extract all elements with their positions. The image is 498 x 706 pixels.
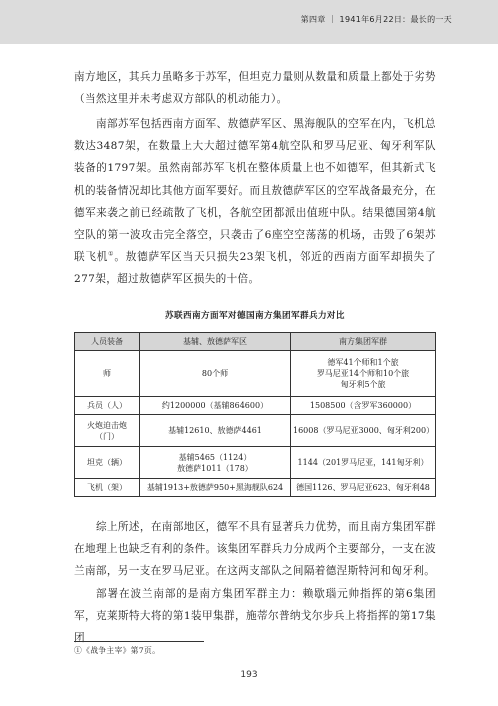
table-row-tanks <box>75 447 436 479</box>
table-row-personnel <box>75 397 436 415</box>
table-header-row <box>75 333 436 351</box>
row-label-line: （门） <box>95 431 119 441</box>
paragraph-2 <box>74 113 436 291</box>
paragraph-2-tail: 。敖德萨军区当天只损失23架飞机，邻近的西南方面军却损失了277架，超过敖德萨军区损失的十倍。 <box>74 251 436 286</box>
table-title: 苏联西南方面军对德国南方集团军群兵力对比 <box>165 311 345 321</box>
german-cell: 1144（201罗马尼亚，141匈牙利） <box>291 447 436 479</box>
paragraph-1: 南方地区，其兵力虽略多于苏军，但坦克力量则从数量和质量上都处于劣势（当然这里并未考虑双方部队的机动能力）。 <box>74 71 436 106</box>
footnote-divider <box>74 641 204 642</box>
german-cell: 16008（罗马尼亚3000、匈牙利200） <box>291 415 436 447</box>
soviet-cell: 80个师 <box>140 351 291 397</box>
paragraph-block-2 <box>74 113 436 291</box>
german-cell: 德国1126、罗马尼亚623、匈牙利48 <box>291 479 436 497</box>
header-cell-equipment: 人员装备 <box>75 333 140 351</box>
row-label: 兵员（人） <box>75 397 140 415</box>
row-label: 飞机（架） <box>75 479 140 497</box>
running-head-text: 第四章 ｜ 1941年6月22日：最长的一天 <box>300 15 452 24</box>
paragraph-2-main: 南部苏军包括西南方面军、敖德萨军区、黑海舰队的空军在内，飞机总数达3487架，在数量上大大超过德军第4航空队和罗马尼亚、匈牙利军队装备的1797架。虽然南部苏军飞机在整体质量上也不如德军，但其新式飞机的装备情况却比其他方面军要好。而且敖德萨军区的空军战备最充分，在德军来袭之前已经疏散了飞机，各航空团都派出值班中队。结果德国第4航空队的第一波攻击完全落空，只袭击了6座空空荡荡的机场，击毁了6架苏联飞机 <box>74 118 436 264</box>
german-cell <box>291 351 436 397</box>
row-label: 坦克（辆） <box>75 447 140 479</box>
paragraph-block-1 <box>74 66 436 110</box>
german-cell-line: 匈牙利5个旅 <box>340 380 386 389</box>
running-header <box>0 0 498 44</box>
header-cell-soviet: 基辅、敖德萨军区 <box>140 333 291 351</box>
paragraph-block-3 <box>74 516 436 649</box>
soviet-cell: 约1200000（基辅864600） <box>140 397 291 415</box>
soviet-cell <box>140 447 291 479</box>
table-row-divisions <box>75 351 436 397</box>
paragraph-3: 综上所述，在南部地区，德军不具有显著兵力优势，而且南方集团军群在地理上也缺乏有利的条件。该集团军群兵力分成两个主要部分，一支在波兰南部，另一支在罗马尼亚。在这两支部队之间隔着德涅斯特河和匈牙利。 <box>74 521 436 578</box>
table-row-artillery <box>75 415 436 447</box>
paragraph-4: 部署在波兰南部的是南方集团军群主力：赖歇瑙元帅指挥的第6集团军，克莱斯特大将的第1装甲集群，施蒂尔普纳戈尔步兵上将指挥的第17集团 <box>74 587 436 645</box>
soviet-cell: 基辅1913+敖德萨950+黑海舰队624 <box>140 479 291 497</box>
soviet-cell-line: 敖德萨1011（178） <box>177 463 253 473</box>
german-cell-line: 德军41个师和1个旅 <box>327 358 399 367</box>
table-row-aircraft <box>75 479 436 497</box>
soviet-cell: 基辅12610、敖德萨4461 <box>140 415 291 447</box>
german-cell-line: 罗马尼亚14个师和10个旅 <box>316 369 410 378</box>
row-label <box>75 415 140 447</box>
header-cell-german: 南方集团军群 <box>291 333 436 351</box>
german-cell: 1508500（含罗军360000） <box>291 397 436 415</box>
page-number: 193 <box>240 670 258 680</box>
row-label: 师 <box>75 351 140 397</box>
footnote-marker[interactable]: ① <box>108 250 115 258</box>
force-comparison-table <box>74 332 436 497</box>
footnote-text: ①《战争主宰》第7页。 <box>74 646 161 655</box>
row-label-line: 火炮迫击炮 <box>87 420 127 430</box>
soviet-cell-line: 基辅5465（1124） <box>178 452 252 462</box>
